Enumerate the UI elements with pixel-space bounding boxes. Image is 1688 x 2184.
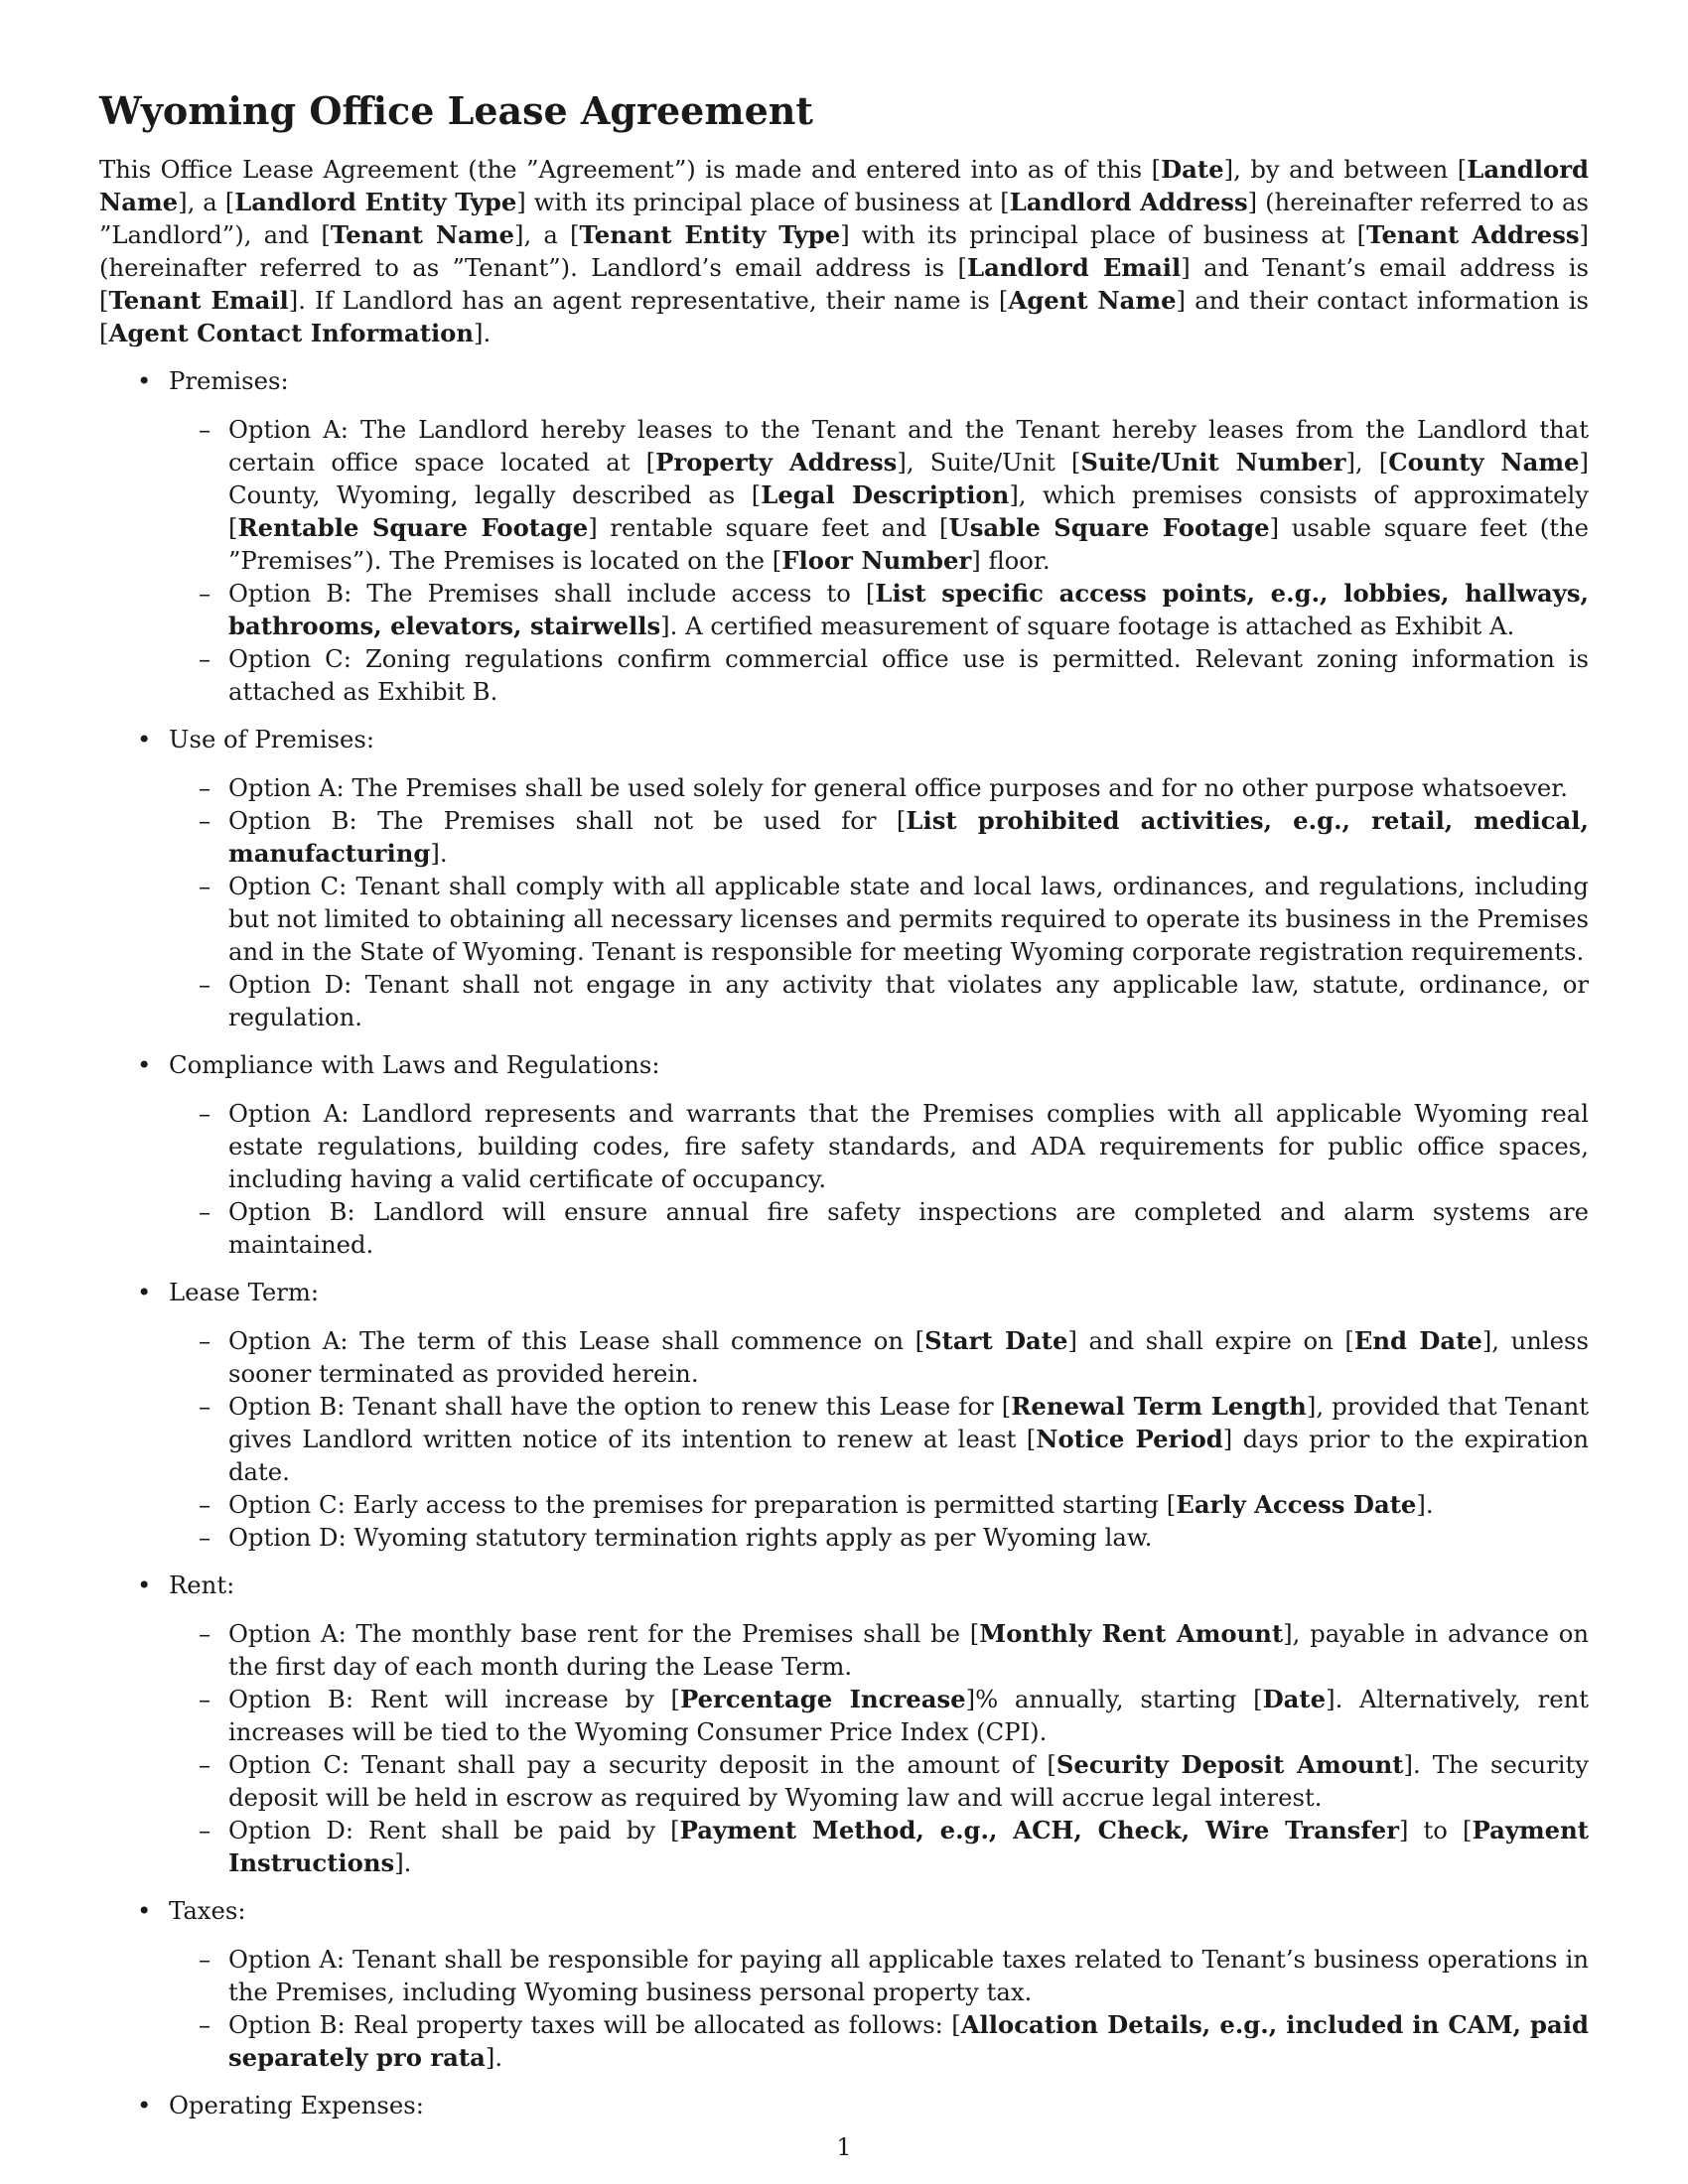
option-item xyxy=(169,1390,1589,1488)
section-title: Operating Expenses: xyxy=(169,2091,424,2119)
text-segment: Option D: Rent shall be paid by [ xyxy=(228,1816,680,1844)
dash-icon: – xyxy=(199,644,211,673)
placeholder-field: Landlord Entity Type xyxy=(234,188,517,216)
text-segment: ] rentable square feet and [ xyxy=(588,513,949,542)
text-segment: Option B: Landlord will ensure annual fire safety inspections are completed and alarm systems are maintained. xyxy=(228,1197,1589,1259)
bullet-icon: • xyxy=(137,725,152,753)
section-item xyxy=(99,2089,1589,2121)
option-item xyxy=(169,1683,1589,1748)
dash-icon: – xyxy=(199,2010,211,2039)
option-list xyxy=(169,413,1589,708)
placeholder-field: Agent Name xyxy=(1008,286,1177,315)
placeholder-field: Payment Instructions xyxy=(228,1816,1590,1877)
placeholder-field: Tenant Entity Type xyxy=(579,220,841,249)
section-title: Use of Premises: xyxy=(169,725,375,753)
text-segment: This Office Lease Agreement (the ”Agreement”) is made and entered into as of this [ xyxy=(99,155,1162,184)
section-title: Premises: xyxy=(169,366,289,395)
dash-icon: – xyxy=(199,1197,211,1226)
document-title: Wyoming Office Lease Agreement xyxy=(99,88,813,133)
text-segment: ] and Tenant’s email address is [ xyxy=(99,253,1589,315)
text-segment: ]. xyxy=(474,319,492,347)
placeholder-field: List prohibited activities, e.g., retail, medical, manufacturing xyxy=(228,806,1589,868)
text-segment: ] (hereinafter referred to as ”Tenant”). Landlord’s email address is [ xyxy=(99,220,1590,282)
option-item xyxy=(169,1521,1589,1554)
section-title: Taxes: xyxy=(169,1896,246,1925)
text-segment: Option A: The Landlord hereby leases to the Tenant and the Tenant hereby leases from the Landlord that certain office space located at [ xyxy=(228,415,1589,477)
section-item xyxy=(99,1048,1589,1261)
option-item xyxy=(169,642,1589,708)
placeholder-field: Tenant Name xyxy=(330,220,514,249)
text-segment: Option C: Tenant shall comply with all applicable state and local laws, ordinances, and regulations, including but not limited to obtaining all necessary licenses and permits required to operate its business in the Premises and in the State of Wyoming. Tenant is responsible for meeting Wyoming corporate registration requirements. xyxy=(228,872,1589,966)
bullet-icon: • xyxy=(137,1050,152,1079)
option-item xyxy=(169,771,1589,804)
option-list xyxy=(169,1324,1589,1554)
dash-icon: – xyxy=(199,1523,211,1552)
section-item xyxy=(99,1569,1589,1879)
bullet-icon: • xyxy=(137,1570,152,1599)
option-item xyxy=(169,1488,1589,1521)
option-item xyxy=(169,2008,1589,2074)
option-item xyxy=(169,1943,1589,2008)
intro-paragraph xyxy=(99,153,1589,349)
text-segment: ]. A certified measurement of square footage is attached as Exhibit A. xyxy=(660,612,1515,640)
text-segment: ], unless sooner terminated as provided herein. xyxy=(228,1326,1589,1388)
section-item xyxy=(99,723,1589,1033)
text-segment: ] and shall expire on [ xyxy=(1067,1326,1354,1355)
placeholder-field: Renewal Term Length xyxy=(1011,1392,1307,1421)
dash-icon: – xyxy=(199,415,211,444)
text-segment: ] County, Wyoming, legally described as [ xyxy=(228,448,1589,509)
dash-icon: – xyxy=(199,1490,211,1519)
dash-icon: – xyxy=(199,1945,211,1974)
text-segment: ]. xyxy=(1416,1490,1434,1519)
placeholder-field: Security Deposit Amount xyxy=(1055,1750,1404,1779)
text-segment: ]. If Landlord has an agent representative, their name is [ xyxy=(288,286,1009,315)
text-segment: ]. Alternatively, rent increases will be tied to the Wyoming Consumer Price Index (CPI). xyxy=(228,1685,1589,1746)
text-segment: Option D: Tenant shall not engage in any activity that violates any applicable law, statute, ordinance, or regulation. xyxy=(228,970,1589,1031)
dash-icon: – xyxy=(199,806,211,835)
text-segment: ] usable square feet (the ”Premises”). The Premises is located on the [ xyxy=(228,513,1589,575)
text-segment: ] with its principal place of business at [ xyxy=(840,220,1367,249)
text-segment: Option B: The Premises shall not be used for [ xyxy=(228,806,907,835)
text-segment: ], which premises consists of approximately [ xyxy=(228,480,1590,542)
placeholder-field: Floor Number xyxy=(781,546,972,575)
text-segment: Option A: Tenant shall be responsible for paying all applicable taxes related to Tenant’s business operations in the Premises, including Wyoming business personal property tax. xyxy=(228,1945,1589,2006)
option-item xyxy=(169,1814,1589,1879)
option-item xyxy=(169,413,1589,577)
option-item xyxy=(169,870,1589,968)
section-list xyxy=(99,364,1589,2121)
option-list xyxy=(169,1617,1589,1879)
placeholder-field: Landlord Address xyxy=(1009,188,1248,216)
dash-icon: – xyxy=(199,773,211,802)
placeholder-field: Legal Description xyxy=(761,480,1010,509)
dash-icon: – xyxy=(199,872,211,900)
placeholder-field: Tenant Email xyxy=(108,286,289,315)
placeholder-field: Rentable Square Footage xyxy=(237,513,589,542)
placeholder-field: Landlord Name xyxy=(99,155,1589,216)
option-item xyxy=(169,1748,1589,1814)
section-title: Rent: xyxy=(169,1570,235,1599)
placeholder-field: Payment Method, e.g., ACH, Check, Wire Transfer xyxy=(679,1816,1400,1844)
text-segment: Option C: Early access to the premises for preparation is permitted starting [ xyxy=(228,1490,1177,1519)
placeholder-field: Suite/Unit Number xyxy=(1080,448,1346,477)
text-segment: Option B: Tenant shall have the option to renew this Lease for [ xyxy=(228,1392,1012,1421)
option-item xyxy=(169,1097,1589,1195)
placeholder-field: Allocation Details, e.g., included in CAM, paid separately pro rata xyxy=(228,2010,1589,2072)
page-number: 1 xyxy=(836,2133,852,2161)
dash-icon: – xyxy=(199,1392,211,1421)
text-segment: ], provided that Tenant gives Landlord written notice of its intention to renew at least [ xyxy=(228,1392,1589,1453)
text-segment: Option C: Zoning regulations confirm commercial office use is permitted. Relevant zoning information is attached as Exhibit B. xyxy=(228,644,1589,706)
document-content xyxy=(99,87,1589,2121)
bullet-icon: • xyxy=(137,1896,152,1925)
placeholder-field: Usable Square Footage xyxy=(948,513,1270,542)
option-item xyxy=(169,577,1589,642)
dash-icon: – xyxy=(199,1619,211,1648)
text-segment: Option C: Tenant shall pay a security deposit in the amount of [ xyxy=(228,1750,1056,1779)
text-segment: ]. xyxy=(394,1848,412,1877)
option-list xyxy=(169,1097,1589,1261)
text-segment: ], by and between [ xyxy=(1223,155,1468,184)
bullet-icon: • xyxy=(137,366,152,395)
option-item xyxy=(169,1617,1589,1683)
placeholder-field: Notice Period xyxy=(1036,1425,1223,1453)
option-item xyxy=(169,804,1589,870)
dash-icon: – xyxy=(199,579,211,608)
section-title: Lease Term: xyxy=(169,1278,320,1306)
text-segment: ] and their contact information is [ xyxy=(99,286,1589,347)
placeholder-field: Percentage Increase xyxy=(679,1685,966,1713)
dash-icon: – xyxy=(199,1685,211,1713)
text-segment: ], Suite/Unit [ xyxy=(897,448,1081,477)
placeholder-field: Start Date xyxy=(924,1326,1068,1355)
text-segment: Option A: The monthly base rent for the Premises shall be [ xyxy=(228,1619,980,1648)
placeholder-field: End Date xyxy=(1353,1326,1482,1355)
placeholder-field: County Name xyxy=(1388,448,1580,477)
placeholder-field: Tenant Address xyxy=(1366,220,1580,249)
dash-icon: – xyxy=(199,970,211,999)
placeholder-field: Date xyxy=(1262,1685,1327,1713)
text-segment: Option B: Rent will increase by [ xyxy=(228,1685,680,1713)
text-segment: Option B: The Premises shall include access to [ xyxy=(228,579,876,608)
text-segment: ], a [ xyxy=(178,188,235,216)
section-item xyxy=(99,1276,1589,1554)
placeholder-field: Property Address xyxy=(655,448,898,477)
bullet-icon: • xyxy=(137,1278,152,1306)
text-segment: Option B: Real property taxes will be allocated as follows: [ xyxy=(228,2010,961,2039)
dash-icon: – xyxy=(199,1816,211,1844)
text-segment: Option D: Wyoming statutory termination rights apply as per Wyoming law. xyxy=(228,1523,1153,1552)
section-item xyxy=(99,364,1589,708)
placeholder-field: Monthly Rent Amount xyxy=(979,1619,1284,1648)
option-list xyxy=(169,771,1589,1033)
text-segment: Option A: The term of this Lease shall commence on [ xyxy=(228,1326,925,1355)
text-segment: ]. xyxy=(430,839,448,868)
text-segment: ] days prior to the expiration date. xyxy=(228,1425,1590,1486)
text-segment: ] with its principal place of business at [ xyxy=(516,188,1010,216)
section-title: Compliance with Laws and Regulations: xyxy=(169,1050,660,1079)
dash-icon: – xyxy=(199,1750,211,1779)
text-segment: ], payable in advance on the first day of each month during the Lease Term. xyxy=(228,1619,1589,1681)
text-segment: ], a [ xyxy=(513,220,580,249)
text-segment: Option A: The Premises shall be used solely for general office purposes and for no other purpose whatsoever. xyxy=(228,773,1568,802)
text-segment: ]. The security deposit will be held in escrow as required by Wyoming law and will accrue legal interest. xyxy=(228,1750,1589,1812)
text-segment: Option A: Landlord represents and warrants that the Premises complies with all applicable Wyoming real estate regulations, building codes, fire safety standards, and ADA requirements for public office spaces, including having a valid certificate of occupancy. xyxy=(228,1099,1589,1193)
text-segment: ] (hereinafter referred to as ”Landlord”), and [ xyxy=(99,188,1589,249)
option-list xyxy=(169,1943,1589,2074)
placeholder-field: Date xyxy=(1161,155,1224,184)
placeholder-field: Agent Contact Information xyxy=(108,319,475,347)
placeholder-field: List specific access points, e.g., lobbies, hallways, bathrooms, elevators, stairwells xyxy=(228,579,1589,640)
dash-icon: – xyxy=(199,1326,211,1355)
placeholder-field: Landlord Email xyxy=(967,253,1182,282)
text-segment: ]. xyxy=(485,2043,503,2072)
section-item xyxy=(99,1894,1589,2074)
option-item xyxy=(169,1324,1589,1390)
text-segment: ] floor. xyxy=(971,546,1051,575)
option-item xyxy=(169,1195,1589,1261)
text-segment: ] to [ xyxy=(1399,1816,1473,1844)
dash-icon: – xyxy=(199,1099,211,1128)
bullet-icon: • xyxy=(137,2091,152,2119)
text-segment: ], [ xyxy=(1345,448,1389,477)
option-item xyxy=(169,968,1589,1033)
text-segment: ]% annually, starting [ xyxy=(965,1685,1263,1713)
placeholder-field: Early Access Date xyxy=(1176,1490,1417,1519)
